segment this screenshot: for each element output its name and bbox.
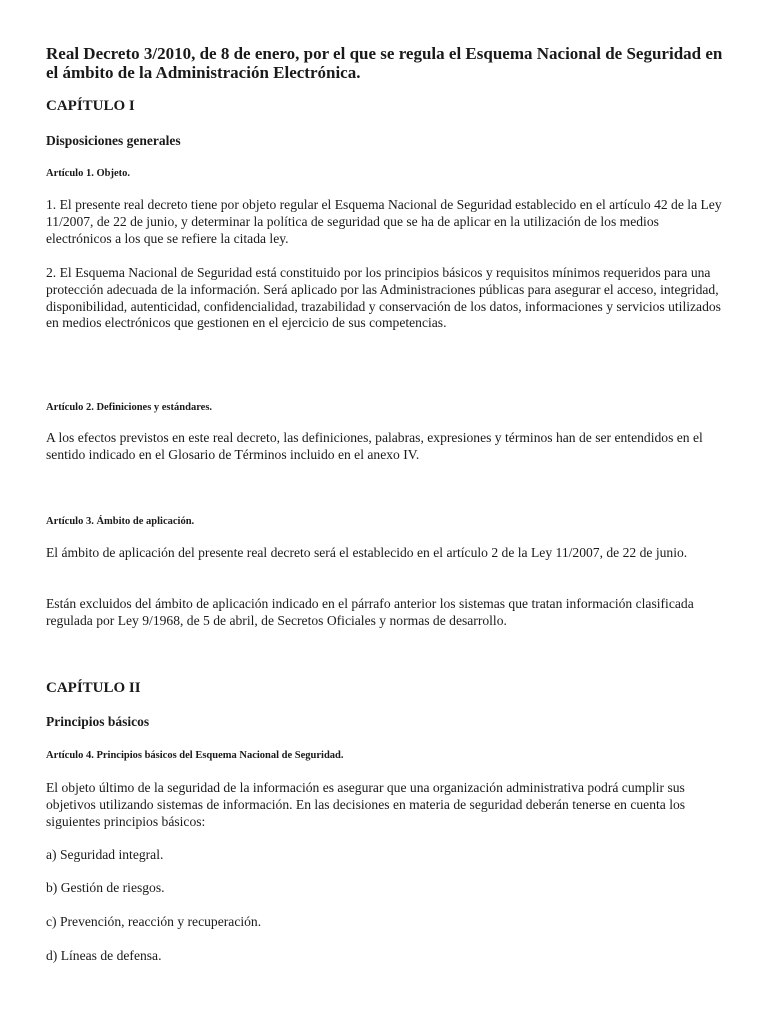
list-item: a) Seguridad integral. [46,847,164,862]
chapter-subheading: Principios básicos [46,714,150,729]
chapter-heading: CAPÍTULO II [46,680,141,696]
article-heading: Artículo 2. Definiciones y estándares. [46,402,213,413]
document-title: Real Decreto 3/2010, de 8 de enero, por el que se regula el Esquema Nacional de Seguridad en el ámbito de la Administración Electrónica. [46,44,723,82]
paragraph: El objeto último de la seguridad de la información es asegurar que una organización administrativa podrá cumplir sus objetivos utilizando sistemas de información. En las decisiones en materia de seguridad deberán tenerse en cuenta los siguientes principios básicos: [46,780,686,829]
article-heading: Artículo 1. Objeto. [46,168,130,179]
paragraph: 2. El Esquema Nacional de Seguridad está constituido por los principios básicos y requisitos mínimos requeridos para una protección adecuada de la información. Será aplicado por las Administraciones públicas para asegurar el acceso, integridad, disponibilidad, autenticidad, confidencialidad, trazabilidad y conservación de los datos, informaciones y servicios utilizados en medios electrónicos que gestionen en el ejercicio de sus competencias. [46,265,721,331]
article-heading: Artículo 3. Ámbito de aplicación. [46,516,195,527]
list-item: c) Prevención, reacción y recuperación. [46,914,262,929]
paragraph: A los efectos previstos en este real decreto, las definiciones, palabras, expresiones y términos han de ser entendidos en el sentido indicado en el Glosario de Términos incluido en el anexo IV. [46,430,703,462]
list-item: d) Líneas de defensa. [46,948,162,963]
paragraph: Están excluidos del ámbito de aplicación indicado en el párrafo anterior los sistemas que tratan información clasificada regulada por Ley 9/1968, de 5 de abril, de Secretos Oficiales y normas de desarrollo. [46,596,694,628]
paragraph: El ámbito de aplicación del presente real decreto será el establecido en el artículo 2 de la Ley 11/2007, de 22 de junio. [46,545,688,560]
list-item: b) Gestión de riesgos. [46,880,165,895]
chapter-subheading: Disposiciones generales [46,133,181,148]
chapter-heading: CAPÍTULO I [46,98,135,114]
article-heading: Artículo 4. Principios básicos del Esquema Nacional de Seguridad. [46,750,344,761]
paragraph: 1. El presente real decreto tiene por objeto regular el Esquema Nacional de Seguridad establecido en el artículo 42 de la Ley 11/2007, de 22 de junio, y determinar la política de seguridad que se ha de aplicar en la utilización de los medios electrónicos a los que se refiere la citada ley. [46,197,722,246]
